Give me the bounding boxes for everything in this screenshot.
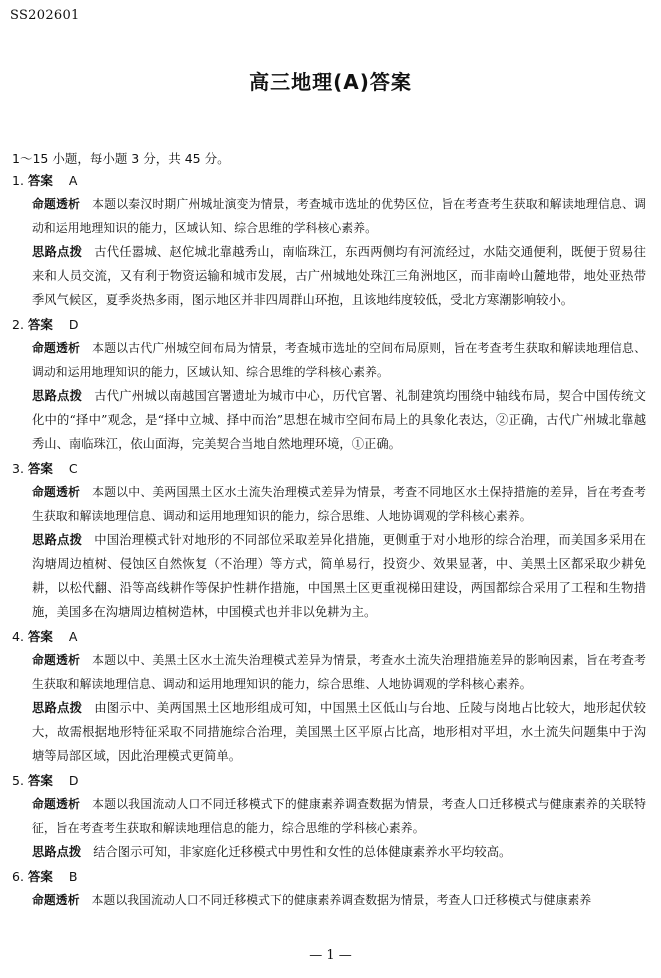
hint-paragraph <box>12 240 646 312</box>
hint-text: 中国治理模式针对地形的不同部位采取差异化措施，更侧重于对小地形的综合治理，而美国多采用在沟塘周边植树、侵蚀区自然恢复（不治理）等方式，简单易行，投资少、效果显著，中、美黑土区都采取少耕免耕，以松代翻、沿等高线耕作等保护性耕作措施，中国黑土区更重视梯田建设，两国都综合采用了工程和生物措施，美国多在沟塘周边植树造林，中国模式也并非以免耕为主。 <box>32 533 646 619</box>
hint-label: 思路点拨 <box>32 389 83 403</box>
answer-line <box>12 458 646 480</box>
analysis-label: 命题透析 <box>32 341 81 355</box>
analysis-text: 本题以秦汉时期广州城址演变为情景，考查城市选址的优势区位，旨在考查考生获取和解读地理信息、调动和运用地理知识的能力，区域认知、综合思维的学科核心素养。 <box>32 197 646 235</box>
question-block <box>12 626 646 768</box>
answer-value: D <box>68 773 79 788</box>
answer-value: A <box>68 629 78 644</box>
analysis-text: 本题以我国流动人口不同迁移模式下的健康素养调查数据为情景，考查人口迁移模式与健康素养的关联特征，旨在考查考生获取和解读地理信息的能力，综合思维的学科核心素养。 <box>32 797 646 835</box>
question-block <box>12 314 646 456</box>
answer-line <box>12 314 646 336</box>
answer-value: D <box>68 317 79 332</box>
question-block <box>12 866 646 912</box>
hint-text: 由图示中、美两国黑土区地形组成可知，中国黑土区低山与台地、丘陵与岗地占比较大，地形起伏较大，故需根据地形特征采取不同措施综合治理，美国黑土区平原占比高，地形相对平坦，水土流失问题集中于沟塘等局部区域，因此治理模式更简单。 <box>32 701 646 763</box>
section-intro: 1～15 小题，每小题 3 分，共 45 分。 <box>12 151 230 166</box>
hint-label: 思路点拨 <box>32 245 83 259</box>
question-number: 2. <box>12 317 24 332</box>
answer-line <box>12 866 646 888</box>
answer-label: 答案 <box>27 317 53 332</box>
analysis-paragraph <box>12 648 646 696</box>
analysis-label: 命题透析 <box>32 485 81 499</box>
answer-value: A <box>68 173 78 188</box>
answer-label: 答案 <box>27 629 53 644</box>
answer-label: 答案 <box>27 173 53 188</box>
answer-label: 答案 <box>27 869 53 884</box>
hint-paragraph <box>12 840 646 864</box>
hint-label: 思路点拨 <box>32 533 83 547</box>
question-block <box>12 170 646 312</box>
analysis-paragraph <box>12 888 646 912</box>
analysis-paragraph <box>12 192 646 240</box>
document-code: SS202601 <box>10 8 80 23</box>
question-number: 4. <box>12 629 24 644</box>
analysis-label: 命题透析 <box>32 197 81 211</box>
question-block <box>12 458 646 624</box>
hint-paragraph <box>12 528 646 624</box>
analysis-label: 命题透析 <box>32 893 80 907</box>
analysis-text: 本题以中、美两国黑土区水土流失治理模式差异为情景，考查不同地区水土保持措施的差异，旨在考查考生获取和解读地理信息、调动和运用地理知识的能力，综合思维、人地协调观的学科核心素养。 <box>32 485 646 523</box>
hint-label: 思路点拨 <box>32 845 82 859</box>
analysis-paragraph <box>12 336 646 384</box>
hint-text: 古代广州城以南越国宫署遗址为城市中心，历代官署、礼制建筑均围绕中轴线布局，契合中国传统文化中的“择中”观念，是“择中立城、择中而治”思想在城市空间布局上的具象化表达，②正确，古代广州城北靠越秀山、南临珠江，依山面海，完美契合当地自然地理环境，①正确。 <box>32 389 646 451</box>
analysis-text: 本题以我国流动人口不同迁移模式下的健康素养调查数据为情景，考查人口迁移模式与健康素养 <box>91 893 592 907</box>
question-number: 1. <box>12 173 24 188</box>
question-number: 5. <box>12 773 24 788</box>
answer-list <box>12 170 646 914</box>
answer-line <box>12 170 646 192</box>
page-number: — 1 — <box>309 948 352 963</box>
answer-value: B <box>68 869 78 884</box>
analysis-paragraph <box>12 480 646 528</box>
analysis-text: 本题以中、美黑土区水土流失治理模式差异为情景，考查水土流失治理措施差异的影响因素，旨在考查考生获取和解读地理信息、调动和运用地理知识的能力，综合思维、人地协调观的学科核心素养。 <box>32 653 646 691</box>
answer-label: 答案 <box>27 773 53 788</box>
answer-label: 答案 <box>27 461 53 476</box>
answer-value: C <box>68 461 78 476</box>
hint-text: 结合图示可知，非家庭化迁移模式中男性和女性的总体健康素养水平均较高。 <box>93 845 512 859</box>
question-block <box>12 770 646 864</box>
answer-line <box>12 770 646 792</box>
question-number: 3. <box>12 461 24 476</box>
hint-text: 古代任嚣城、赵佗城北靠越秀山，南临珠江，东西两侧均有河流经过，水陆交通便利，既便于贸易往来和人员交流，又有利于物资运输和城市发展，古广州城地处珠江三角洲地区，而非南岭山麓地带，地处亚热带季风气候区，夏季炎热多雨，图示地区并非四周群山环抱，且该地纬度较低，受北方寒潮影响较小。 <box>32 245 646 307</box>
hint-paragraph <box>12 696 646 768</box>
hint-label: 思路点拨 <box>32 701 83 715</box>
answer-line <box>12 626 646 648</box>
analysis-text: 本题以古代广州城空间布局为情景，考查城市选址的空间布局原则，旨在考查考生获取和解读地理信息、调动和运用地理知识的能力，区域认知、综合思维的学科核心素养。 <box>32 341 646 379</box>
page-title: 高三地理(A)答案 <box>249 70 412 94</box>
analysis-label: 命题透析 <box>32 653 81 667</box>
question-number: 6. <box>12 869 24 884</box>
hint-paragraph <box>12 384 646 456</box>
analysis-label: 命题透析 <box>32 797 81 811</box>
analysis-paragraph <box>12 792 646 840</box>
